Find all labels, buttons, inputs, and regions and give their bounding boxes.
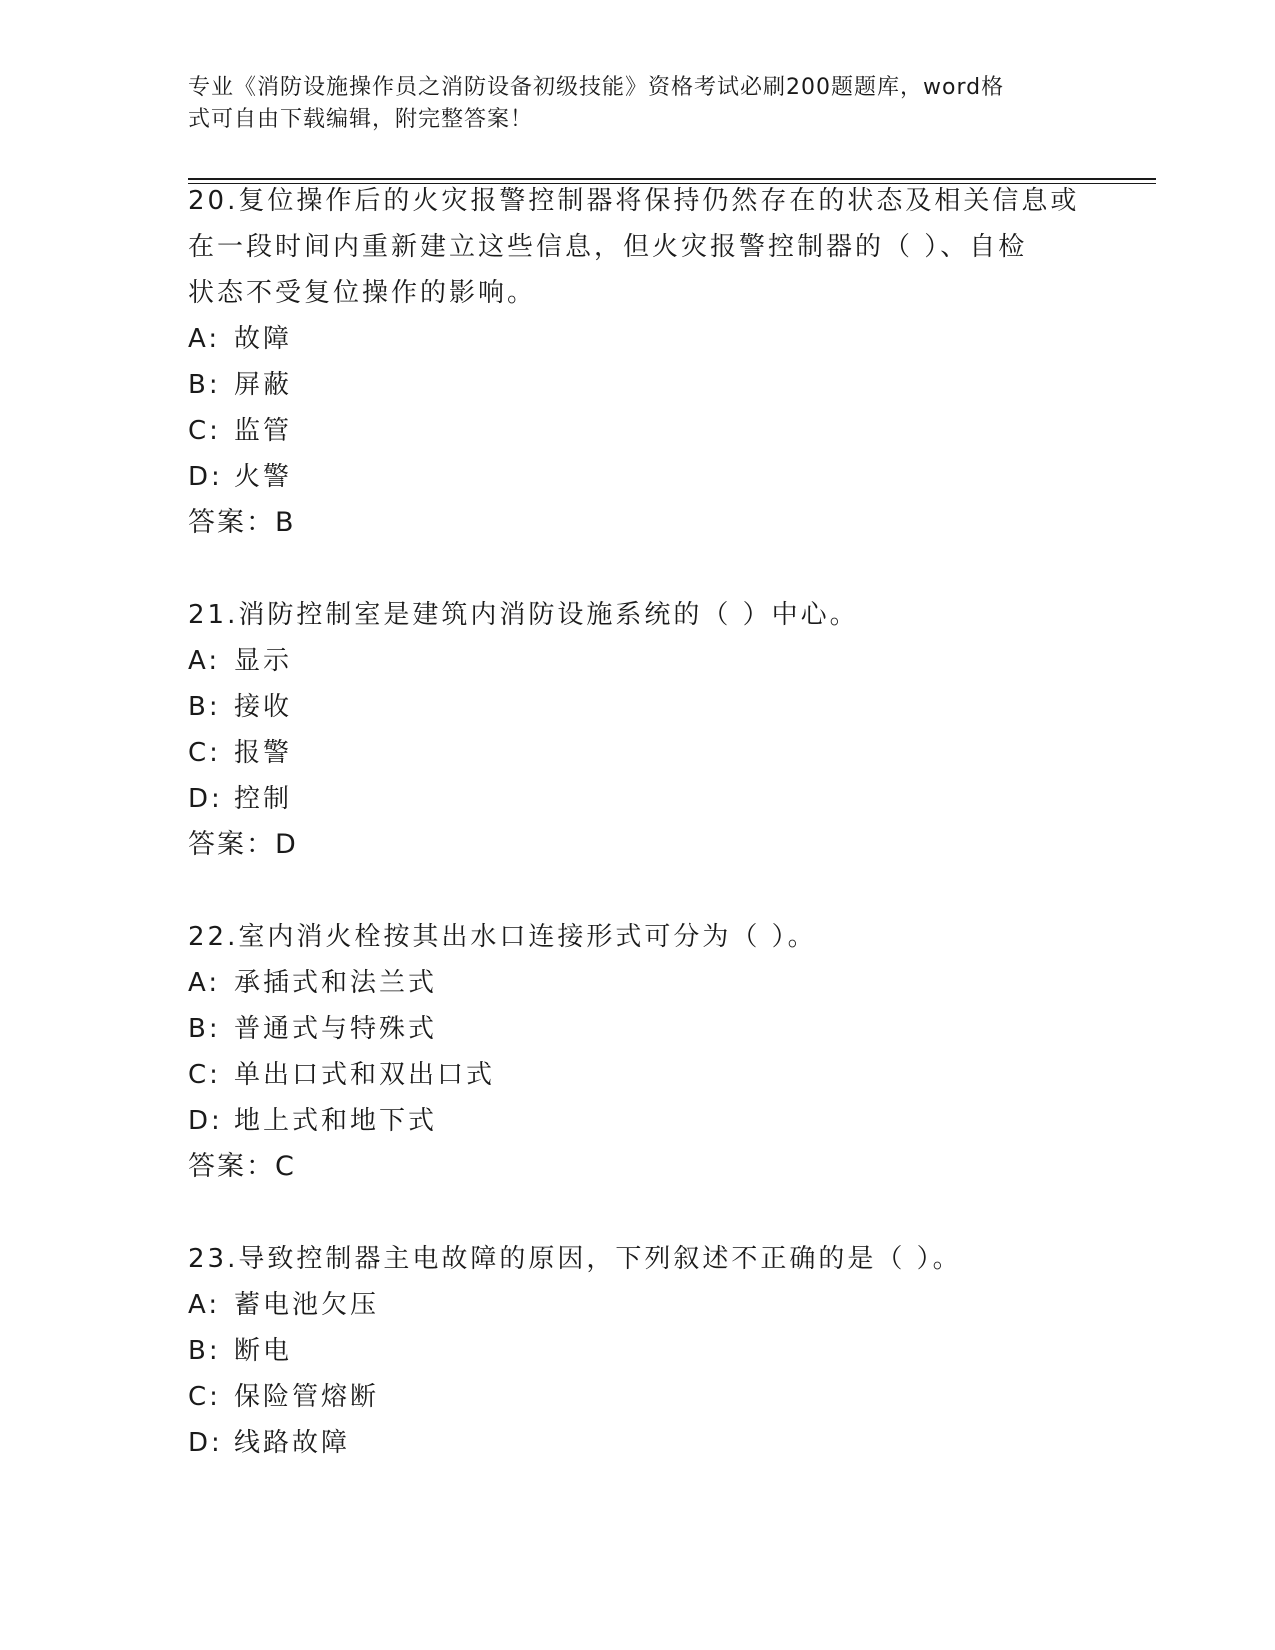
question-23-option-c [188, 1374, 379, 1420]
question-23-option-a [188, 1282, 379, 1328]
option-text: 普通式与特殊式 [234, 1014, 438, 1044]
question-22-option-b [188, 1006, 437, 1052]
question-stem-line: 22.室内消火栓按其出水口连接形式可分为（ ）。 [188, 922, 817, 952]
option-letter: B: [188, 1336, 221, 1366]
question-23-option-b [188, 1328, 292, 1374]
question-stem-line: 状态不受复位操作的影响。 [188, 278, 537, 308]
option-text: 断电 [234, 1336, 293, 1366]
option-letter: C: [188, 738, 221, 768]
option-letter: C: [188, 1060, 221, 1090]
question-22-stem [188, 914, 817, 960]
question-stem-line: 21.消防控制室是建筑内消防设施系统的（ ）中心。 [188, 600, 859, 630]
question-22-option-a [188, 960, 437, 1006]
option-letter: B: [188, 1014, 221, 1044]
option-letter: A: [188, 324, 221, 354]
question-20-answer: 答案：B [188, 507, 296, 538]
question-20-option-b [188, 362, 292, 408]
question-20-stem [188, 178, 1079, 316]
question-22-option-c [188, 1052, 495, 1098]
question-stem-line: 23.导致控制器主电故障的原因，下列叙述不正确的是（ ）。 [188, 1244, 962, 1274]
option-letter: B: [188, 692, 221, 722]
question-21-answer: 答案：D [188, 829, 298, 860]
question-21-option-a [188, 638, 292, 684]
option-letter: D: [188, 784, 223, 814]
question-stem-line: 20.复位操作后的火灾报警控制器将保持仍然存在的状态及相关信息或 [188, 186, 1080, 216]
question-20-option-a [188, 316, 292, 362]
question-21-option-d [188, 776, 292, 822]
question-20-option-d [188, 454, 292, 500]
option-text: 承插式和法兰式 [234, 968, 438, 998]
question-22-answer: 答案：C [188, 1151, 296, 1182]
option-text: 地上式和地下式 [234, 1106, 438, 1136]
option-text: 接收 [234, 692, 293, 722]
question-21-option-c [188, 730, 292, 776]
option-letter: A: [188, 1290, 221, 1320]
option-text: 显示 [234, 646, 293, 676]
option-text: 故障 [234, 324, 293, 354]
option-text: 单出口式和双出口式 [234, 1060, 496, 1090]
option-letter: C: [188, 1382, 221, 1412]
document-header [188, 72, 1088, 136]
option-letter: A: [188, 968, 221, 998]
option-letter: B: [188, 370, 221, 400]
question-22-option-d [188, 1098, 437, 1144]
option-text: 保险管熔断 [234, 1382, 380, 1412]
question-stem-line: 在一段时间内重新建立这些信息，但火灾报警控制器的（ ）、自检 [188, 232, 1028, 262]
option-letter: D: [188, 1106, 223, 1136]
option-text: 火警 [234, 462, 293, 492]
option-letter: C: [188, 416, 221, 446]
question-21-stem [188, 592, 859, 638]
option-text: 控制 [234, 784, 293, 814]
option-letter: D: [188, 1428, 223, 1458]
question-23-stem [188, 1236, 962, 1282]
option-text: 蓄电池欠压 [234, 1290, 380, 1320]
option-text: 线路故障 [234, 1428, 351, 1458]
question-23-option-d [188, 1420, 350, 1466]
question-20-option-c [188, 408, 292, 454]
option-text: 报警 [234, 738, 293, 768]
header-line-1: 专业《消防设施操作员之消防设备初级技能》资格考试必刷200题题库，word格 [188, 75, 1005, 100]
option-text: 监管 [234, 416, 293, 446]
option-text: 屏蔽 [234, 370, 293, 400]
question-21-option-b [188, 684, 292, 730]
option-letter: D: [188, 462, 223, 492]
option-letter: A: [188, 646, 221, 676]
header-line-2: 式可自由下载编辑，附完整答案！ [188, 107, 534, 132]
